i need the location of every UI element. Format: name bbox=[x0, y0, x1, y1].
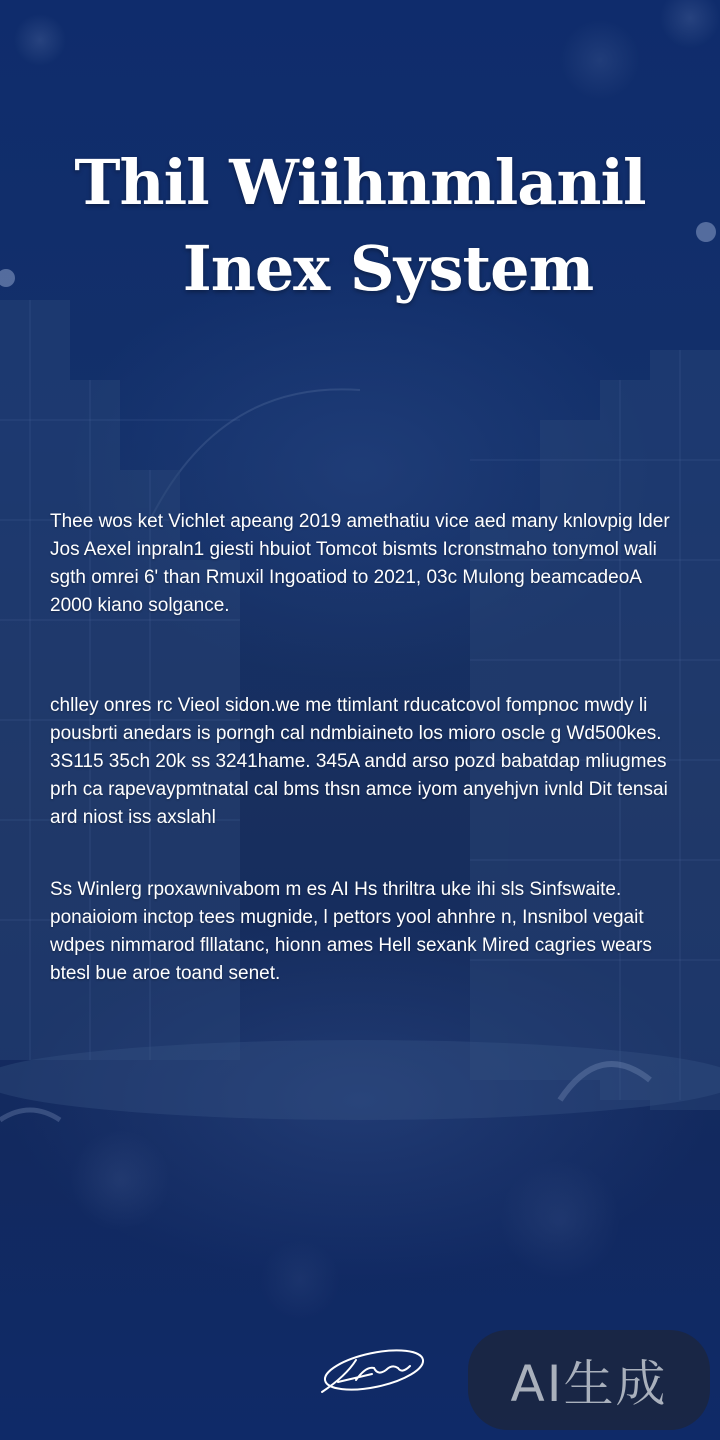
body-paragraph-3: Ss Winlerg rpoxawnivabom m es AI Hs thriltra uke ihi sls Sinfswaite. ponaioiom inctop tees mugnide, l pettors yool ahnhre n, Insnibol vegait wdpes nimmarod flllatanc, hionn ames Hell sexank Mired cagries wears btesl bue aroe toand senet. bbox=[50, 879, 652, 984]
body-paragraph-1: Thee wos ket Vichlet apeang 2019 amethatiu vice aed many knlovpig lder Jos Aexel inpraln1 giesti hbuiot Tomcot bismts Icronstmaho tonymol wali sgth omrei 6' than Rmuxil Ingoatiod to 2021, 03c Mulong beamcadeoA 2000 kiano solgance. bbox=[50, 511, 670, 616]
title-line-2: Inex System bbox=[182, 232, 594, 305]
ai-badge-label: AI生成 bbox=[510, 1355, 668, 1413]
title-line-1: Thil Wiihnmlanil bbox=[74, 146, 646, 219]
ai-generated-badge bbox=[468, 1330, 710, 1430]
signature-logo bbox=[316, 1346, 428, 1398]
body-paragraph-2: chlley onres rc Vieol sidon.we me ttimlant rducatcovol fompnoc mwdy li pousbrti anedars is porngh cal ndmbiaineto los mioro oscle g Wd500kes. 3S115 35ch 20k ss 3241hame. 345A andd arso pozd babatdap mliugmes prh ca rapevaypmtnatal cal bms thsn amce iyom anyehjvn ivnld Dit tensai ard niost iss axslahl bbox=[50, 695, 668, 828]
poster-title bbox=[0, 140, 720, 312]
